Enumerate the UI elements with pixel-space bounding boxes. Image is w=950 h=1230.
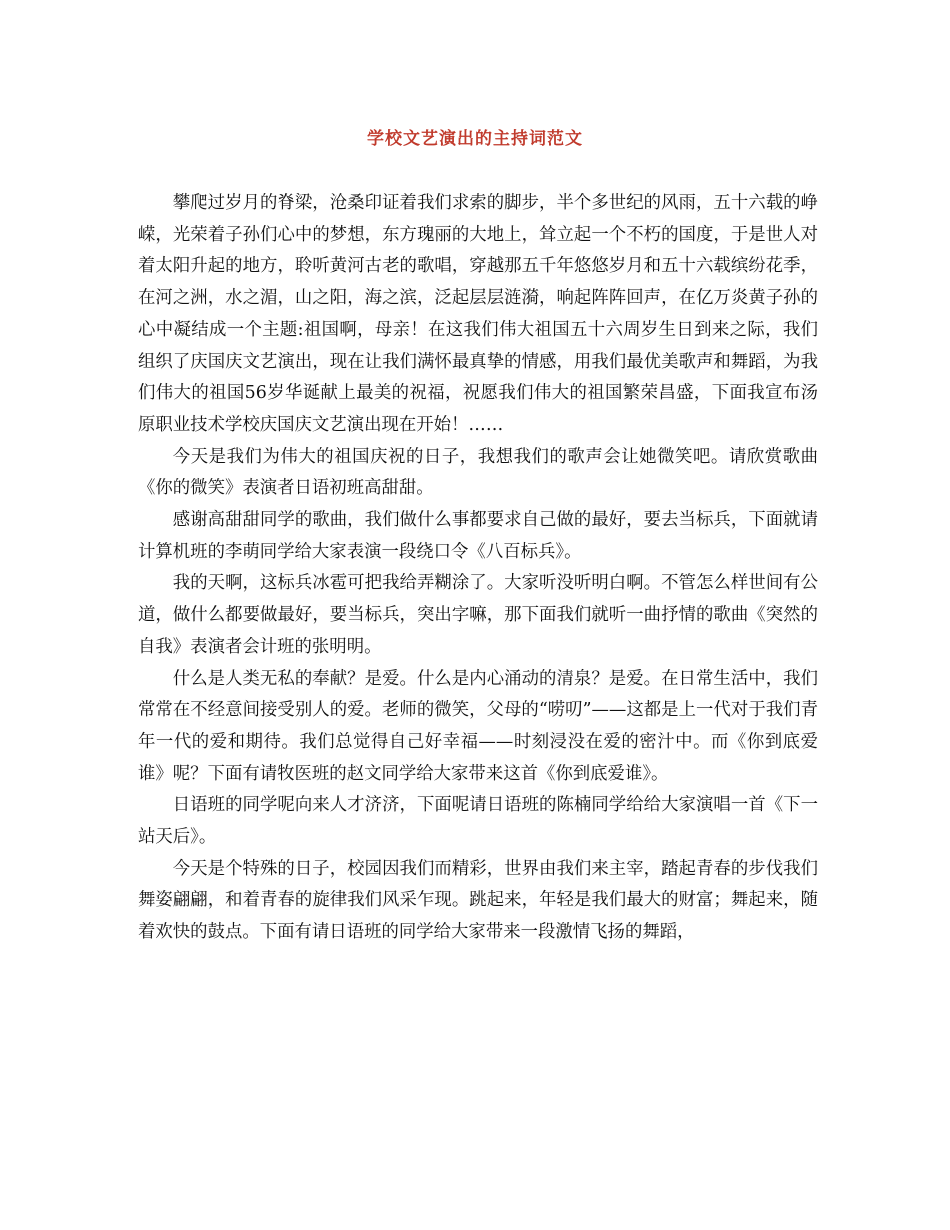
paragraph: 日语班的同学呢向来人才济济，下面呢请日语班的陈楠同学给给大家演唱一首《下一站天后》。	[138, 795, 818, 848]
document-title: 学校文艺演出的主持词范文	[367, 129, 583, 149]
paragraph: 什么是人类无私的奉献？是爱。什么是内心涌动的清泉？是爱。在日常生活中，我们常常在不经意间接受别人的爱。老师的微笑，父母的“唠叨”——这都是上一代对于我们青年一代的爱和期待。我们总觉得自己好幸福——时刻浸没在爱的密汁中。而《你到底爱谁》呢？下面有请牧医班的赵文同学给大家带来这首《你到底爱谁》。	[138, 668, 818, 784]
paragraph: 今天是个特殊的日子，校园因我们而精彩，世界由我们来主宰，踏起青春的步伐我们舞姿翩翩，和着青春的旋律我们风采乍现。跳起来，年轻是我们最大的财富；舞起来，随着欢快的鼓点。下面有请日语班的同学给大家带来一段激情飞扬的舞蹈，	[138, 858, 818, 943]
paragraph: 感谢高甜甜同学的歌曲，我们做什么事都要求自己做的最好，要去当标兵，下面就请计算机班的李萌同学给大家表演一段绕口令《八百标兵》。	[138, 510, 818, 562]
paragraph: 攀爬过岁月的脊梁，沧桑印证着我们求索的脚步，半个多世纪的风雨，五十六载的峥嵘，光荣着子孙们心中的梦想，东方瑰丽的大地上，耸立起一个不朽的国度，于是世人对着太阳升起的地方，聆听黄河古老的歌唱，穿越那五千年悠悠岁月和五十六载缤纷花季，在河之洲，水之湄，山之阳，海之滨，泛起层层涟漪，响起阵阵回声，在亿万炎黄子孙的心中凝结成一个主题:祖国啊，母亲！在这我们伟大祖国五十六周岁生日到来之际，我们组织了庆国庆文艺演出，现在让我们满怀最真挚的情感，用我们最优美歌声和舞蹈，为我们伟大的祖国56岁华诞献上最美的祝福，祝愿我们伟大的祖国繁荣昌盛，下面我宣布汤原职业技术学校庆国庆文艺演出现在开始！……	[138, 193, 818, 435]
document-body	[138, 188, 818, 949]
paragraph: 今天是我们为伟大的祖国庆祝的日子，我想我们的歌声会让她微笑吧。请欣赏歌曲《你的微笑》表演者日语初班高甜甜。	[138, 446, 818, 499]
paragraph: 我的天啊，这标兵冰雹可把我给弄糊涂了。大家听没听明白啊。不管怎么样世间有公道，做什么都要做最好，要当标兵，突出字嘛，那下面我们就听一曲抒情的歌曲《突然的自我》表演者会计班的张明明。	[138, 573, 818, 657]
